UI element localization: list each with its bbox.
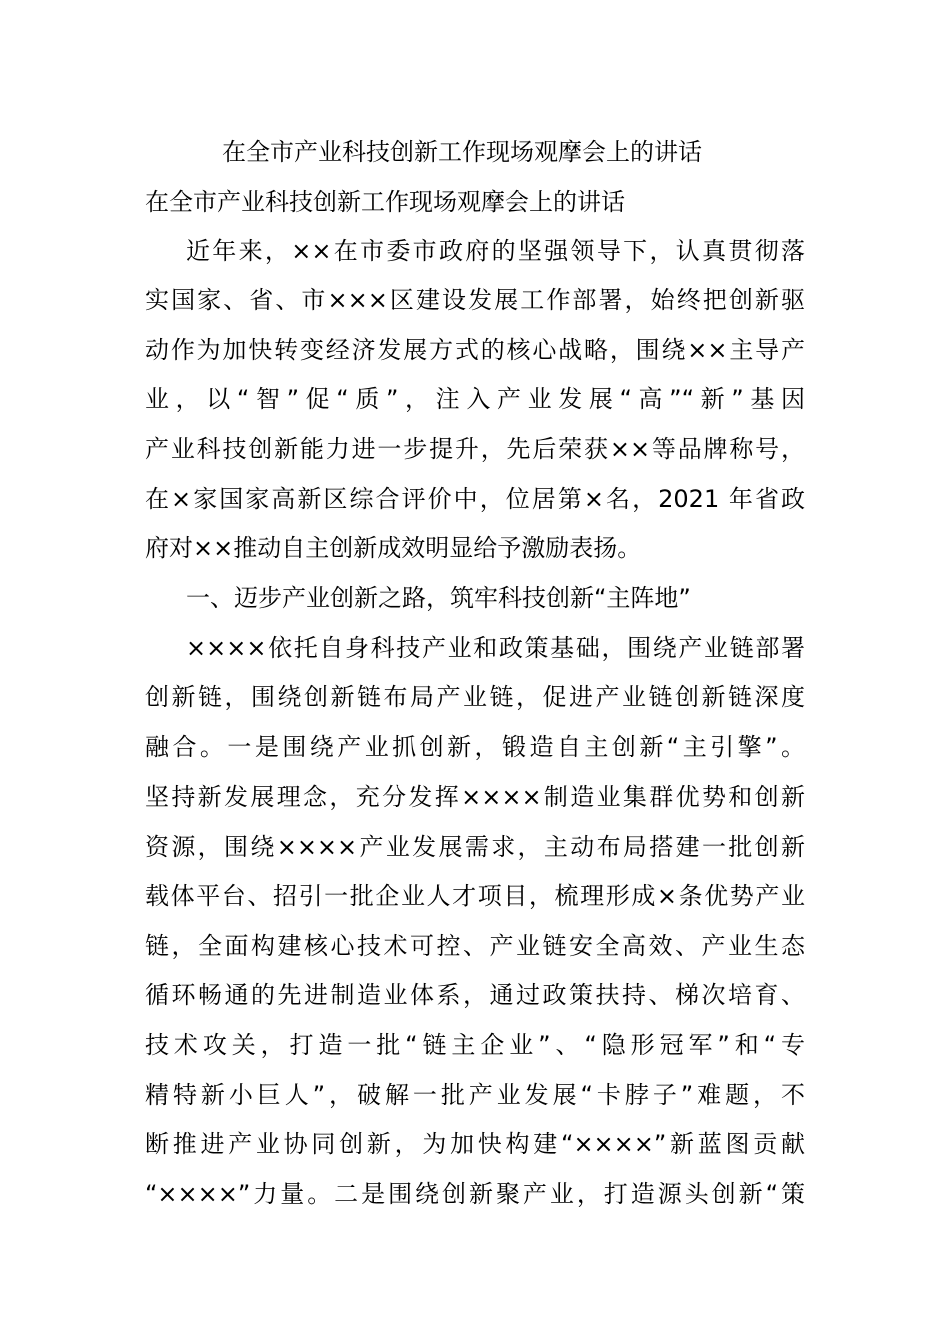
subtitle-line: 在全市产业科技创新工作现场观摩会上的讲话 — [145, 188, 625, 216]
body-line: 技术攻关，打造一批“链主企业”、“隐形冠军”和“专 — [145, 1031, 805, 1059]
body-line: 近年来，××在市委市政府的坚强领导下，认真贯彻落 — [186, 237, 805, 265]
body-line: 坚持新发展理念，充分发挥××××制造业集群优势和创新 — [145, 783, 805, 811]
body-line: 动作为加快转变经济发展方式的核心战略，围绕××主导产 — [145, 336, 805, 364]
body-line: 断推进产业协同创新，为加快构建“××××”新蓝图贡献 — [145, 1130, 805, 1158]
body-line: 实国家、省、市×××区建设发展工作部署，始终把创新驱 — [145, 286, 805, 314]
body-line: 在×家国家高新区综合评价中，位居第×名，2021 年省政 — [145, 485, 805, 513]
body-line: 资源，围绕××××产业发展需求，主动布局搭建一批创新 — [145, 833, 805, 861]
body-line: 循环畅通的先进制造业体系，通过政策扶持、梯次培育、 — [145, 981, 805, 1009]
body-line: 精特新小巨人”，破解一批产业发展“卡脖子”难题，不 — [145, 1081, 805, 1109]
body-line: 载体平台、招引一批企业人才项目，梳理形成×条优势产业 — [145, 882, 805, 910]
document-title: 在全市产业科技创新工作现场观摩会上的讲话 — [222, 138, 702, 166]
body-line: ××××依托自身科技产业和政策基础，围绕产业链部署 — [186, 634, 805, 662]
section-heading: 一、迈步产业创新之路，筑牢科技创新“主阵地” — [186, 584, 691, 612]
body-line: 府对××推动自主创新成效明显给予激励表扬。 — [145, 534, 642, 562]
body-line: “××××”力量。二是围绕创新聚产业，打造源头创新“策 — [145, 1180, 805, 1208]
body-line: 链，全面构建核心技术可控、产业链安全高效、产业生态 — [145, 932, 805, 960]
body-line: 融合。一是围绕产业抓创新，锻造自主创新“主引擎”。 — [145, 733, 805, 761]
body-line: 业，以“智”促“质”，注入产业发展“高”“新”基因 — [145, 385, 805, 413]
body-line: 创新链，围绕创新链布局产业链，促进产业链创新链深度 — [145, 683, 805, 711]
body-line: 产业科技创新能力进一步提升，先后荣获××等品牌称号， — [145, 435, 805, 463]
